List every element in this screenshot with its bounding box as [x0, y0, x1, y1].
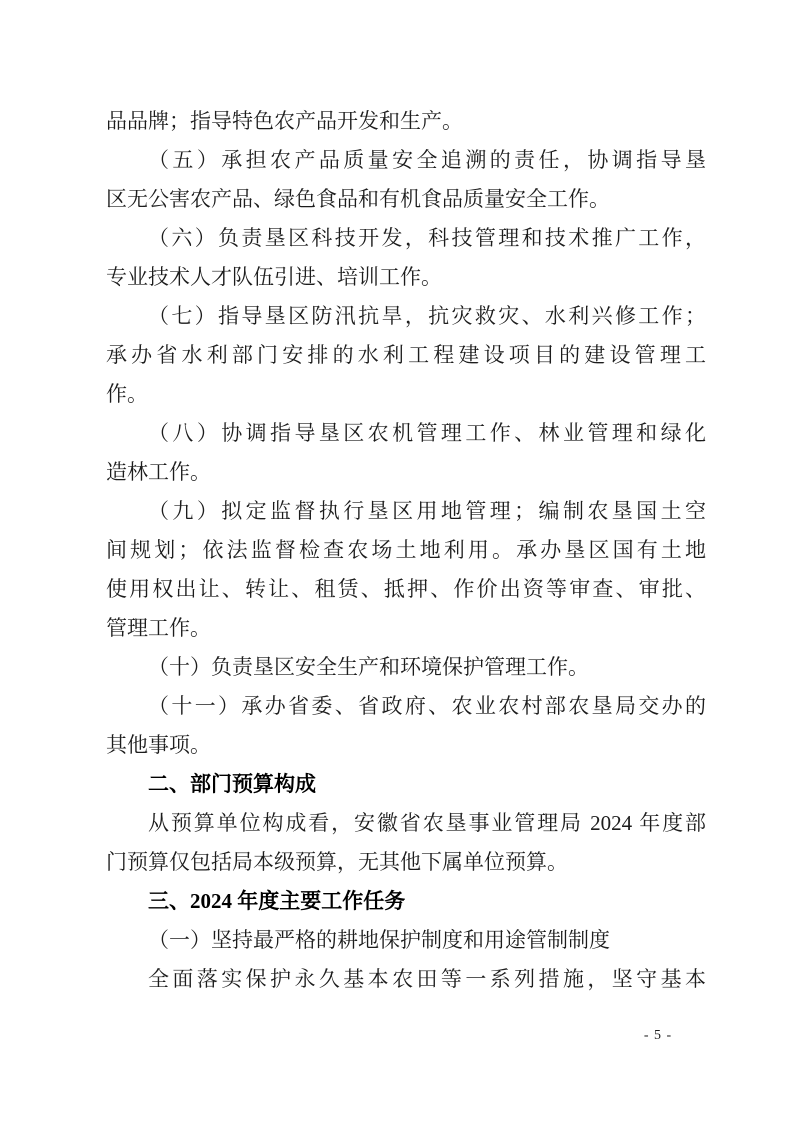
text-line: （七）指导垦区防汛抗旱，抗灾救灾、水利兴修工作；: [148, 304, 706, 328]
document-body: [106, 102, 706, 999]
text-line: 管理工作。: [106, 616, 211, 640]
page-number: - 5 -: [643, 1028, 673, 1043]
text-line: 区无公害农产品、绿色食品和有机食品质量安全工作。: [106, 187, 610, 211]
text-line: （六）负责垦区科技开发，科技管理和技术推广工作，: [148, 226, 706, 250]
text-line: 从预算单位构成看，安徽省农垦事业管理局 2024 年度部: [148, 811, 706, 835]
text-line: （五）承担农产品质量安全追溯的责任，协调指导垦: [148, 148, 706, 172]
section-heading: 二、部门预算构成: [148, 772, 316, 796]
text-line: 使用权出让、转让、租赁、抵押、作价出资等审查、审批、: [106, 577, 706, 601]
text-line: （十一）承办省委、省政府、农业农村部农垦局交办的: [148, 694, 706, 718]
text-line: 承办省水利部门安排的水利工程建设项目的建设管理工: [106, 343, 706, 367]
text-line: 间规划；依法监督检查农场土地利用。承办垦区国有土地: [106, 538, 706, 562]
text-line: 其他事项。: [106, 733, 211, 757]
text-line: （八）协调指导垦区农机管理工作、林业管理和绿化: [148, 421, 706, 445]
text-line: 全面落实保护永久基本农田等一系列措施，坚守基本: [148, 967, 706, 991]
text-line: 造林工作。: [106, 460, 211, 484]
text-line: 作。: [106, 382, 148, 406]
text-line: 品品牌；指导特色农产品开发和生产。: [106, 109, 463, 133]
text-line: （一）坚持最严格的耕地保护制度和用途管制制度: [148, 928, 610, 952]
section-heading: 三、2024 年度主要工作任务: [148, 889, 406, 913]
text-line: （十）负责垦区安全生产和环境保护管理工作。: [148, 655, 589, 679]
text-line: （九）拟定监督执行垦区用地管理；编制农垦国土空: [148, 499, 706, 523]
text-line: 专业技术人才队伍引进、培训工作。: [106, 265, 442, 289]
text-line: 门预算仅包括局本级预算，无其他下属单位预算。: [106, 850, 568, 874]
